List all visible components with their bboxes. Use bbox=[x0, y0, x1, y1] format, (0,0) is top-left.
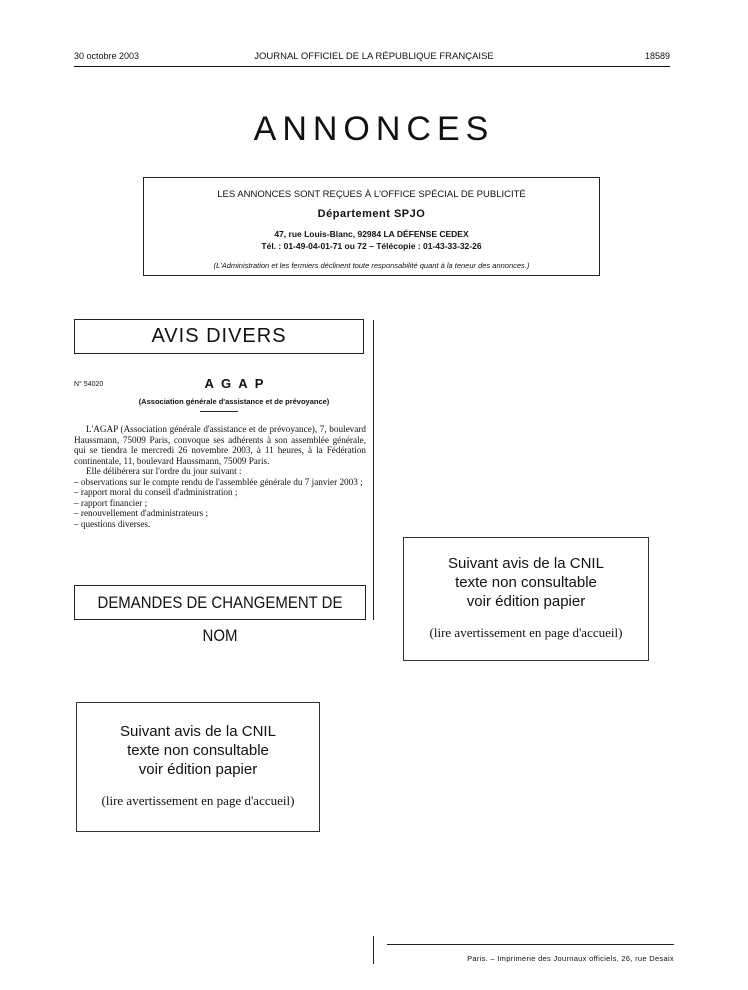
column-divider-bottom bbox=[373, 936, 374, 964]
column-divider bbox=[373, 320, 374, 620]
notice-paragraph: L'AGAP (Association générale d'assistance et de prévoyance), 7, boulevard Haussmann, 75009 Paris, convoque ses adhérents à son assemblée générale, qui se tiendra le mercredi 26 novembre 2003, à 11 heures, à la Fédération continentale, 11, boulevard Haussmann, 75009 Paris. bbox=[74, 424, 366, 466]
agenda-item: – observations sur le compte rendu de l'assemblée générale du 7 janvier 2003 ; bbox=[74, 477, 366, 488]
cnil-line: voir édition papier bbox=[138, 761, 258, 778]
notice-subtitle: (Association générale d'assistance et de prévoyance) bbox=[138, 397, 330, 406]
footer-imprint: Paris. – Imprimerie des Journaux officiels, 26, rue Desaix bbox=[467, 954, 674, 963]
cnil-line: texte non consultable bbox=[455, 574, 597, 591]
notice-number: N° 54020 bbox=[74, 381, 104, 388]
cnil-notice-box bbox=[76, 702, 320, 832]
cnil-warning: (lire avertissement en page d'accueil) bbox=[101, 793, 295, 808]
header-page-number: 18589 bbox=[644, 51, 670, 61]
agenda-list bbox=[74, 477, 366, 530]
notice-paragraph: Elle délibérera sur l'ordre du jour suivant : bbox=[86, 466, 242, 476]
section-heading-demandes bbox=[74, 585, 366, 645]
notice-body bbox=[74, 424, 366, 529]
notice-organization: A G A P bbox=[204, 376, 266, 391]
cnil-notice-box bbox=[403, 537, 649, 661]
office-phone: Tél. : 01-49-04-01-71 ou 72 – Télécopie : 01-43-33-32-26 bbox=[261, 241, 482, 251]
section-heading-avis-divers: AVIS DIVERS bbox=[74, 319, 364, 354]
office-disclaimer: (L'Administration et les fermiers déclinent toute responsabilité quant à la teneur des annonces.) bbox=[213, 261, 530, 270]
section-heading-demandes-label: DEMANDES DE CHANGEMENT DE NOM bbox=[97, 593, 343, 645]
agenda-item: – renouvellement d'administrateurs ; bbox=[74, 508, 366, 519]
office-address: 47, rue Louis-Blanc, 92984 LA DÉFENSE CEDEX bbox=[274, 229, 469, 239]
cnil-line: Suivant avis de la CNIL bbox=[448, 555, 604, 572]
office-line: LES ANNONCES SONT REÇUES À L'OFFICE SPÉCIAL DE PUBLICITÉ bbox=[217, 189, 526, 200]
office-info-box bbox=[143, 177, 600, 276]
cnil-line: voir édition papier bbox=[466, 593, 586, 610]
agenda-item: – rapport moral du conseil d'administration ; bbox=[74, 487, 366, 498]
cnil-line: Suivant avis de la CNIL bbox=[120, 723, 276, 740]
notice-separator bbox=[200, 411, 238, 412]
header-date: 30 octobre 2003 bbox=[74, 51, 140, 61]
agenda-item: – questions diverses. bbox=[74, 519, 366, 530]
cnil-warning: (lire avertissement en page d'accueil) bbox=[429, 625, 623, 640]
agenda-item: – rapport financier ; bbox=[74, 498, 366, 509]
footer-rule bbox=[387, 944, 674, 945]
page-title: ANNONCES bbox=[253, 110, 495, 148]
office-department: Département SPJO bbox=[317, 208, 426, 220]
header-rule bbox=[74, 66, 670, 67]
cnil-line: texte non consultable bbox=[127, 742, 269, 759]
header-journal-title: JOURNAL OFFICIEL DE LA RÉPUBLIQUE FRANÇAISE bbox=[254, 51, 494, 62]
